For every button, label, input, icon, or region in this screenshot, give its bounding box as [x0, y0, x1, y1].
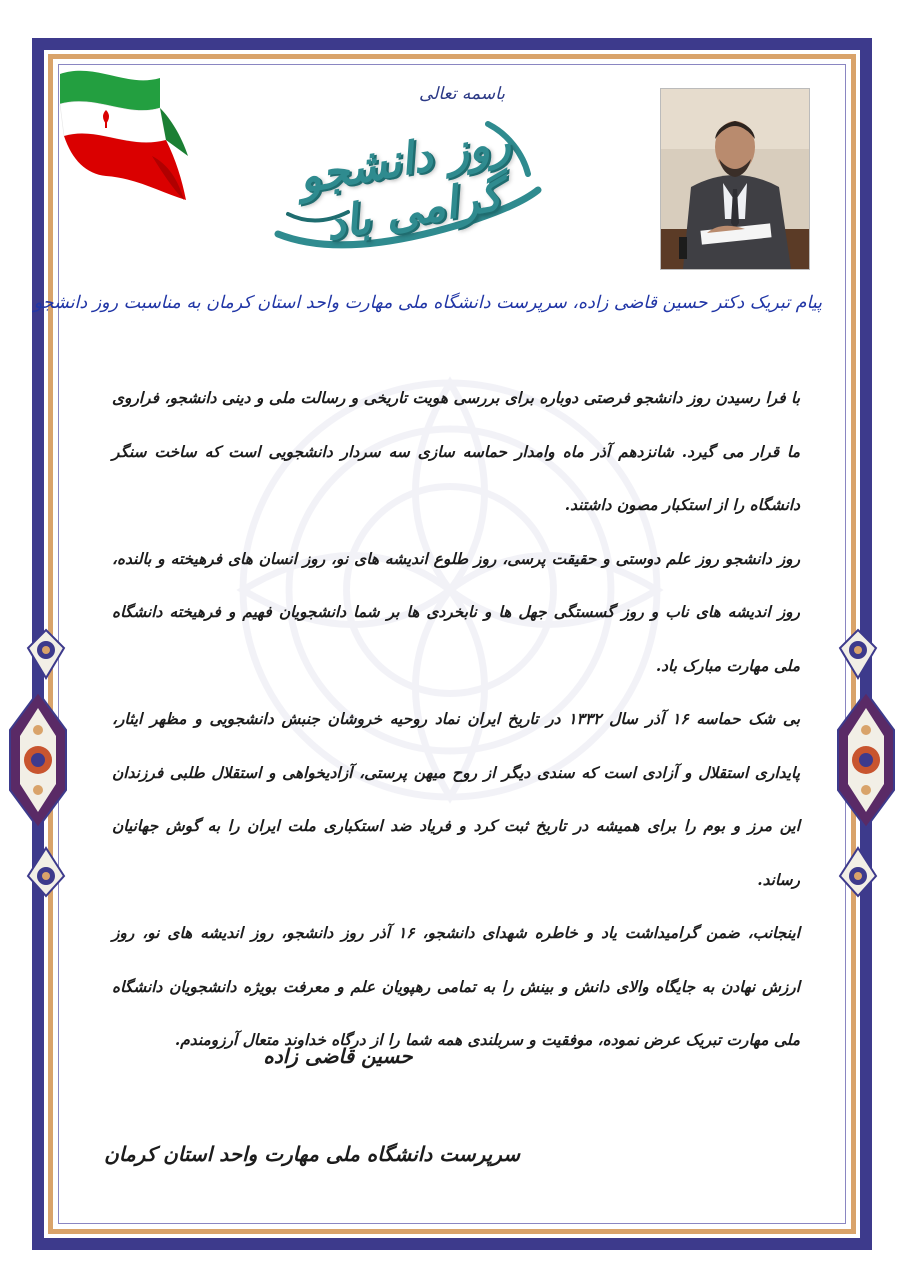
invocation-heading: باسمه تعالی — [419, 84, 505, 104]
small-ornament-icon — [836, 846, 880, 898]
large-ornament-icon — [836, 690, 896, 830]
signature-title: سرپرست دانشگاه ملی مهارت واحد استان کرمان — [104, 1142, 520, 1166]
body-paragraph: اینجانب، ضمن گرامیداشت یاد و خاطره شهدای دانشجو، ۱۶ آذر روز دانشجو، روز اندیشه های نو، روز ارزش نهادن به جایگاه والای دانش و بینش را به تمامی رهپویان علم و معرفت بویژه دانشجویان دانشگاه ملی مهارت تبریک عرض نموده، موفقیت و سربلندی همه شما را از درگاه خداوند متعال آرزومندم. — [112, 924, 800, 1049]
small-ornament-icon — [836, 628, 880, 680]
body-paragraph: بی شک حماسه ۱۶ آذر سال ۱۳۳۲ در تاریخ ایران نماد روحیه خروشان جنبش دانشجویی و مظهر ایثار، پایداری استقلال و آزادی است که سندی دیگر از روح میهن پرستی، آزادیخواهی و استقلال طلبی فرزندان این مرز و بوم را برای همیشه در تاریخ ثبت کرد و فریاد ضد استکباری ملت ایران را به گوش جهانیان رساند. — [112, 710, 801, 889]
message-body — [112, 372, 800, 1068]
man-writing-portrait-icon — [661, 89, 809, 269]
headline: پیام تبریک دکتر حسین قاضی زاده، سرپرست دانشگاه ملی مهارت واحد استان کرمان به مناسبت روز دانشجو — [33, 293, 822, 313]
large-ornament-icon — [8, 690, 68, 830]
small-ornament-icon — [24, 846, 68, 898]
small-ornament-icon — [24, 628, 68, 680]
body-paragraph: با فرا رسیدن روز دانشجو فرصتی دوباره برای بررسی هویت تاریخی و رسالت ملی و دینی دانشجو، فراروی ما قرار می گیرد. شانزدهم آذر ماه وامدار حماسه سازی سه سردار دانشجویی است که ساخت سنگر دانشگاه را از استکبار مصون داشتند. — [112, 389, 800, 514]
student-day-calligraphy — [268, 104, 550, 254]
portrait-photo — [660, 88, 810, 270]
signature-name: حسین قاضی زاده — [263, 1044, 413, 1068]
body-paragraph: روز دانشجو روز علم دوستی و حقیقت پرسی، روز طلوع اندیشه های نو، روز انسان های فرهیخته و بالنده، روز اندیشه های ناب و روز گسستگی جهل ها و نابخردی ها بر شما دانشجویان فهیم و فرهیخته دانشگاه ملی مهارت مبارک باد. — [112, 549, 800, 675]
iran-flag-icon — [56, 60, 196, 210]
calligraphy-text: روز دانشجو گرامی باد — [295, 116, 515, 251]
